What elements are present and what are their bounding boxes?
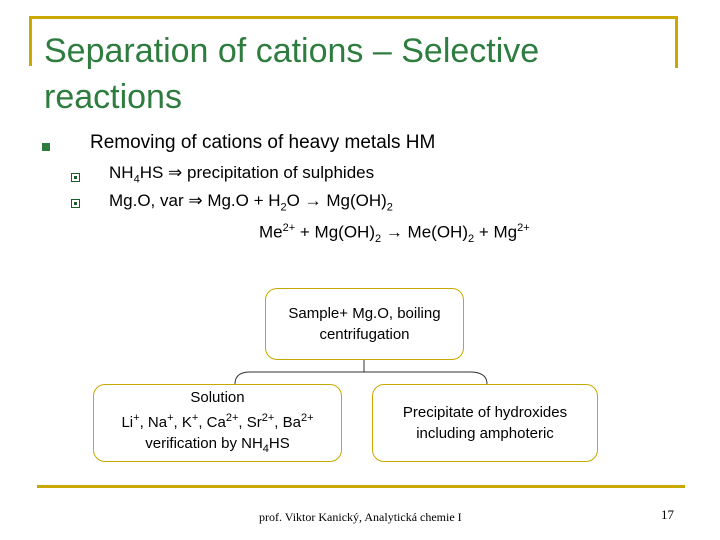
node-sample bbox=[265, 288, 464, 360]
page-number: 17 bbox=[661, 507, 674, 522]
node-solution-line3: verification by $NH_4HS$ bbox=[145, 434, 290, 455]
node-solution-line1: Solution bbox=[190, 388, 245, 406]
reaction-equation: $Me^{2+} + Mg(OH)_2 \to Me(OH)_2 + Mg^{2+}$ bbox=[259, 222, 530, 246]
footer-author: prof. Viktor Kanický, Analytická chemie I bbox=[259, 510, 462, 524]
connector-branch bbox=[235, 372, 487, 384]
node-precipitate bbox=[372, 384, 598, 462]
sub-bullet-nh4hs: $NH_4HS$ ⇒ precipitation of sulphides bbox=[109, 163, 375, 186]
node-precipitate-line2: including amphoteric bbox=[416, 425, 554, 442]
node-solution bbox=[93, 384, 342, 462]
node-solution-line2: Li+, Na+, K+, $Ca^{2+}$, $Sr^{2+}$, $Ba^{2+}$ bbox=[121, 411, 314, 431]
node-sample-line2: centrifugation bbox=[319, 326, 410, 343]
bullet-heavy-metals: Removing of cations of heavy metals HM bbox=[90, 132, 436, 153]
node-sample-line1: Sample+ Mg.O, boiling bbox=[288, 305, 441, 322]
footer-rule bbox=[37, 485, 685, 488]
sub-bullet-mgo: Mg.O, var ⇒ $Mg.O + H_2O \to Mg(OH)_2$ bbox=[109, 191, 393, 214]
slide-title: Separation of cations – Selective reactions bbox=[44, 32, 540, 116]
node-precipitate-line1: Precipitate of hydroxides bbox=[402, 404, 568, 421]
